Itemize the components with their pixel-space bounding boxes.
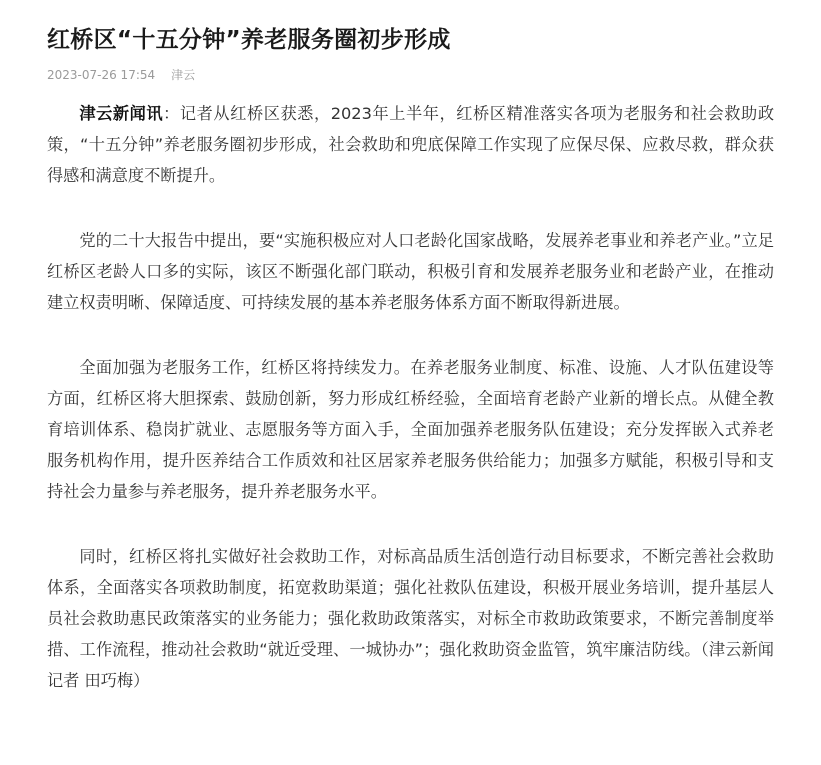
publish-date: 2023-07-26 17:54	[47, 68, 156, 82]
article-meta	[47, 66, 774, 84]
article-title: 红桥区“十五分钟”养老服务圈初步形成	[47, 27, 451, 53]
lead-label: 津云新闻讯	[79, 104, 164, 123]
article-paragraph: 同时，红桥区将扎实做好社会救助工作，对标高品质生活创造行动目标要求，不断完善社会救助体系，全面落实各项救助制度，拓宽救助渠道；强化社救队伍建设，积极开展业务培训，提升基层人员社会救助惠民政策落实的业务能力；强化救助政策落实，对标全市救助政策要求，不断完善制度举措、工作流程，推动社会救助“就近受理、一城协办”；强化救助资金监管，筑牢廉洁防线。（津云新闻记者 田巧梅）	[47, 547, 774, 690]
lead-paragraph-text: ：记者从红桥区获悉，2023年上半年，红桥区精准落实各项为老服务和社会救助政策，“十五分钟”养老服务圈初步形成，社会救助和兜底保障工作实现了应保尽保、应救尽救，群众获得感和满意度不断提升。	[47, 104, 775, 185]
article-paragraph: 全面加强为老服务工作，红桥区将持续发力。在养老服务业制度、标准、设施、人才队伍建设等方面，红桥区将大胆探索、鼓励创新，努力形成红桥经验，全面培育老龄产业新的增长点。从健全教育培训体系、稳岗扩就业、志愿服务等方面入手，全面加强养老服务队伍建设；充分发挥嵌入式养老服务机构作用，提升医养结合工作质效和社区居家养老服务供给能力；加强多方赋能，积极引导和支持社会力量参与养老服务，提升养老服务水平。	[47, 358, 774, 501]
article-body	[47, 98, 774, 696]
article-paragraph: 党的二十大报告中提出，要“实施积极应对人口老龄化国家战略，发展养老事业和养老产业。”立足红桥区老龄人口多的实际，该区不断强化部门联动，积极引育和发展养老服务业和老龄产业，在推动建立权责明晰、保障适度、可持续发展的基本养老服务体系方面不断取得新进展。	[47, 231, 774, 312]
article-source[interactable]: 津云	[171, 68, 196, 82]
article-paragraph-lead	[47, 98, 774, 191]
